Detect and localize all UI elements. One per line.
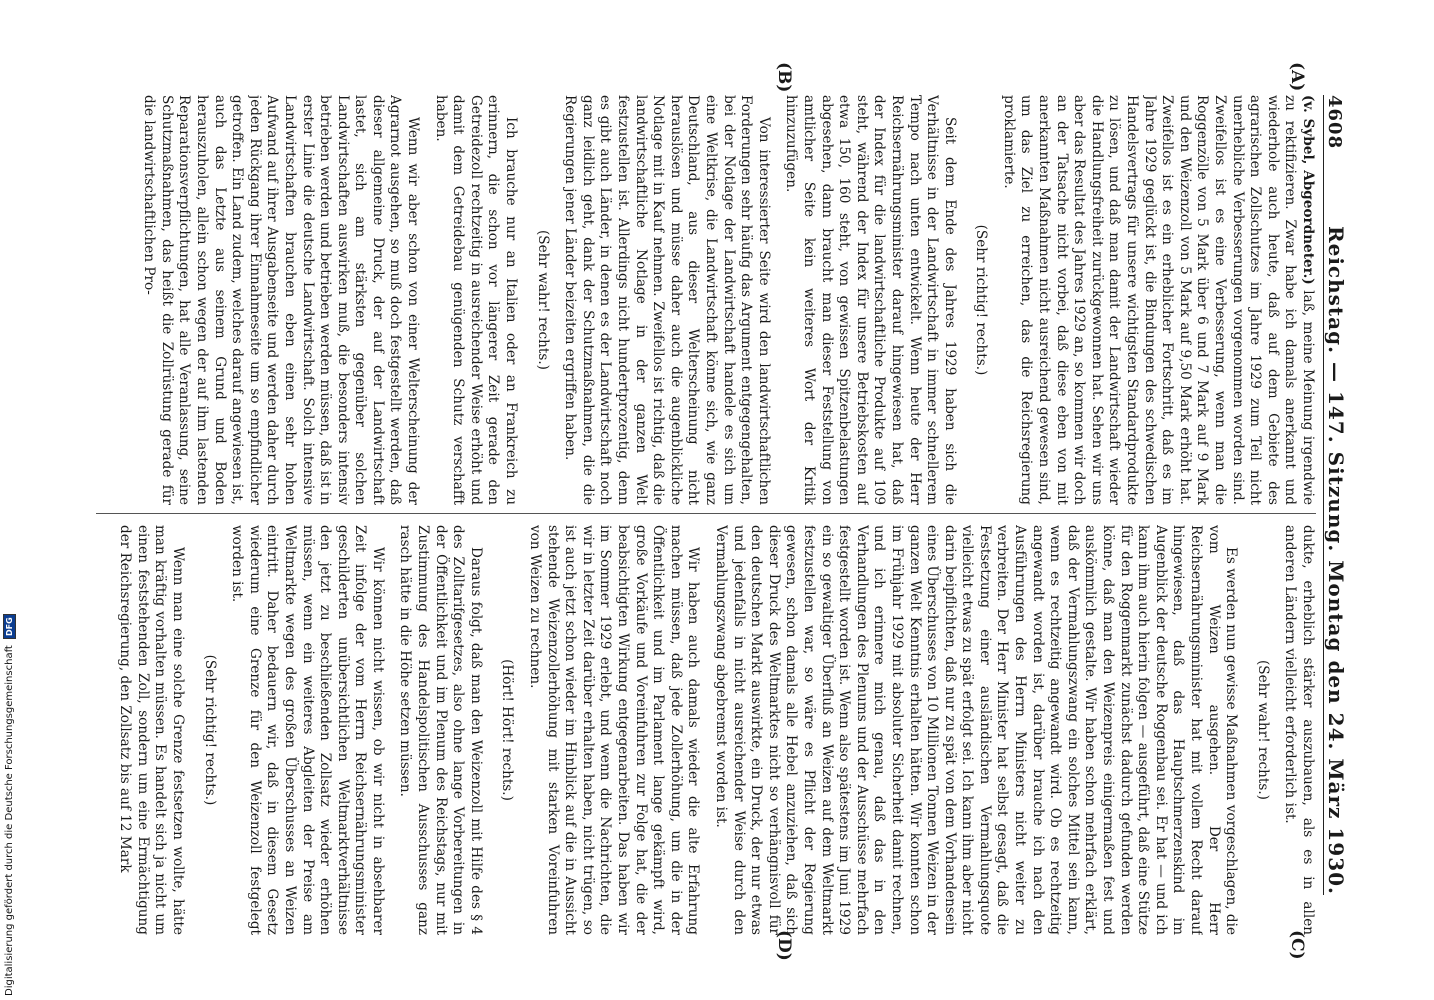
column-divider [96,513,1316,514]
interjection: (Sehr richtig! rechts.) [201,654,218,806]
paragraph: Ich brauche nur an Italien oder an Frankreich zu erinnern, die schon vor längerer Zeit gerade den Getreidezoll rechtzeitig in ausreichender Weise erhöht und damit dem Getreidebau genügenden Schutz verschafft haben. [432,95,520,505]
right-column [96,525,1316,935]
left-column [96,95,1316,505]
interjection: (Sehr wahr! rechts.) [534,230,551,370]
margin-marker-b: (B) [774,62,794,93]
interjection: (Sehr wahr! rechts.) [1254,660,1271,800]
page-title: Reichstag. — 147. Sitzung. Montag den 24. März 1930. [1324,225,1348,895]
interjection: (Hört! Hört! rechts.) [499,659,516,801]
paragraph: Es werden nun gewisse Maßnahmen vorgeschlagen, die vom Weizen ausgehen. Der Herr Reichsernährungsminister hat mit vollem Recht darauf hingewiesen, daß das Hauptschmerzenskind im Augenblick der deutsche Roggenbau sei. Er hat — und ich kann ihm auch hierin folgen — ausgeführt, daß eine Stütze für den Roggenmarkt zunächst dadurch gefunden werden könne, daß man den Weizenpreis einigermaßen fest und auskömmlich gestalte. Wir haben schon mehrfach erklärt, daß der Vermahlungszwang ein solches Mittel sein kann, wenn es rechtzeitig angewandt wird. Ob es rechtzeitig angewandt worden ist, darüber brauche ich nach den Ausführungen des Herrn Ministers nicht weiter zu verbreiten. Der Herr Minister hat selbst gesagt, daß die Festsetzung einer ausländischen Vermahlungsquote vielleicht etwas zu spät erfolgt sei. Ich kann ihm aber nicht darin beipflichten, daß nur zu spät von dem Vorhandensein eines Überschusses von 10 Millionen Tonnen Weizen in der ganzen Welt Kenntnis erhalten hätten. Wir konnten schon im Frühjahr 1929 mit absoluter Sicherheit damit rechnen, und ich erinnere mich genau, daß das in den Verhandlungen des Plenums und der Ausschüsse mehrfach festgestellt worden ist. Wenn also spätestens im Juni 1929 ein so gewaltiger Überfluß an Weizen auf dem Weltmarkt festzustellen war, so wäre es Pflicht der Regierung gewesen, schon damals alle Hebel anzuziehen, daß sich dieser Druck des Weltmarktes nicht so verhängnisvoll für den deutschen Markt auswirkte, ein Druck, der nur etwas und jedenfalls in nicht ausreichender Weise durch den Vermahlungszwang abgebremst worden ist. [713,525,1240,935]
page-number: 4608 [1324,95,1345,150]
paragraph: Wenn man eine solche Grenze festsetzen wollte, hätte man kräftig vorhalten müssen. Es handelt sich ja nicht um einen feststehenden Zoll, sondern um eine Ermächtigung der Reichsregierung, den Zollsatz bis auf 12 Mark [117,525,186,935]
margin-marker-d: (D) [774,930,794,961]
margin-marker-a: (A) [1287,62,1307,92]
margin-marker-c: (C) [1287,930,1307,960]
digitization-credit [2,16,17,996]
paragraph: Wenn wir aber schon von einer Welterscheinung der Agrarnot ausgehen, so muß doch festgestellt werden, daß dieser allgemeine Druck, der auf der Landwirtschaft lastet, sich am stärksten gegenüber solchen Landwirtschaften auswirken muß, die besonders intensiv betrieben werden und betrieben werden müssen, daß ist in erster Linie die deutsche Landwirtschaft. Solch intensive Landwirtschaften brauchen eben einen sehr hohen Aufwand auf ihrer Ausgabenseite und werden daher durch jeden Rückgang ihrer Einnahmeseite um so empfindlicher getroffen. Ein Land zudem, welches darauf angewiesen ist, auch das Letzte aus seinem Grund und Boden herauszuholen, allein schon wegen der auf ihm lastenden Reparationsverpflichtungen, hat alle Veranlassung, seine Schutzmaßnahmen, das heißt die Zollrüstung gerade für die landwirtschaftlichen Pro- [141,95,422,505]
dfg-logo: DFG [3,614,16,639]
paragraph: Von interessierter Seite wird den landwirtschaftlichen Forderungen sehr häufig das Argument entgegengehalten, bei der Notlage der Landwirtschaft handele es sich um eine Weltkrise, die Landwirtschaft könne sich, wie ganz Deutschland, aus dieser Welterscheinung nicht herauslösen und müsse daher auch die augenblickliche Notlage mit in Kauf nehmen. Zweifellos ist richtig, daß die landwirtschaftliche Notlage in der ganzen Welt festzustellen ist. Allerdings nicht hundertprozentig, denn es gibt auch Länder, in denen es der Landwirtschaft noch ganz leidlich geht, dank der Schutzmaßnahmen, die die Regierungen jener Länder beizeiten ergriffen haben. [562,95,772,505]
paragraph: laß, meine Meinung irgendwie zu rektifizieren. Zwar habe ich damals anerkannt und wiederhole auch heute, daß auf dem Gebiete des agrarischen Zollschutzes im Jahre 1929 zum Teil nicht unerhebliche Verbesserungen vorgenommen worden sind. Zweifellos ist es eine Verbesserung, wenn man die Roggenzölle von 5 Mark über 6 und 7 Mark auf 9 Mark und den Weizenzoll von 5 Mark auf 9,50 Mark erhöht hat. Zweifellos ist es ein erheblicher Fortschritt, daß es im Jahre 1929 geglückt ist, die Bindungen des schwedischen Handelsvertrags für unsere wichtigsten Standardprodukte zu lösen, und daß man damit der Landwirtschaft wieder die Handlungsfreiheit zurückgewonnen hat. Sehen wir uns aber das Resultat des Jahres 1929 an, so kommen wir doch an der Tatsache nicht vorbei, daß diese eben von mit anerkannten Maßnahmen nicht ausreichend gewesen sind, um das Ziel zu erreichen, das die Reichsregierung proklamierte. [1000,95,1316,505]
interjection: (Sehr richtig! rechts.) [973,224,990,376]
page-header [1323,95,1364,895]
paragraph: Seit dem Ende des Jahres 1929 haben sich die Verhältnisse in der Landwirtschaft in immer schnellerem Tempo nach unten entwickelt. Wenn heute der Herr Reichsernährungsminister darauf hingewiesen hat, daß der Index für die landwirtschaftliche Produkte auf 109 steht, während der Index für unsere Betriebskosten auf etwa 150, 160 steht, von gewissen Spitzenbelastungen abgesehen, dann braucht man dieser Feststellung von amtlicher Seite kein weiteres Wort der Kritik hinzuzufügen. [783,95,958,505]
credit-text: Digitalisierung gefördert durch die Deutsche Forschungsgemeinschaft [4,645,15,996]
paragraph: Daraus folgt, daß man den Weizenzoll mit Hilfe des § 4 des Zolltarifgesetzes, also ohne lange Vorbereitungen in der Öffentlichkeit und im Plenum des Reichstags, nur mit Zustimmung des Handelspolitischen Ausschusses ganz rasch hätte in die Höhe setzen müssen. [397,525,484,935]
paragraph: dukte, erheblich stärker auszubauen, als es in allen anderen Ländern vielleicht erforderlich ist. [1282,525,1316,935]
speaker-name: (v. Sybel, Abgeordneter.) [1300,95,1316,285]
paragraph: Wir haben auch damals wieder die alte Erfahrung machen müssen, daß jede Zollerhöhung, um die in der Öffentlichkeit und im Parlament lange gekämpft wird, große Vorkäufe und Voreinfuhren zur Folge hat, die der beabsichtigten Wirkung entgegenarbeiten. Das haben wir im Sommer 1929 erlebt, und wenn die Nachrichten, die wir in letzter Zeit darüber erhalten haben, nicht trügen, so ist auch jetzt schon wieder im Hinblick auf die in Aussicht stehende Weizenzollerhöhung mit starken Voreinfuhren von Weizen zu rechnen. [527,525,702,935]
paragraph: Wir können nicht wissen, ob wir nicht in absehbarer Zeit infolge der vom Herrn Reichsernährungsminister geschilderten unübersichtlichen Weltmarktverhältnisse den jetzt zu beschließenden Zollsatz wieder erhöhen müssen, wenn ein weiteres Abgleiten der Preise am Weltmarkte wegen des großen Überschusses an Weizen eintritt. Daher bedauern wir, daß in diesem Gesetz wiederum eine Grenze für den Weizenzoll festgelegt worden ist. [229,525,386,935]
